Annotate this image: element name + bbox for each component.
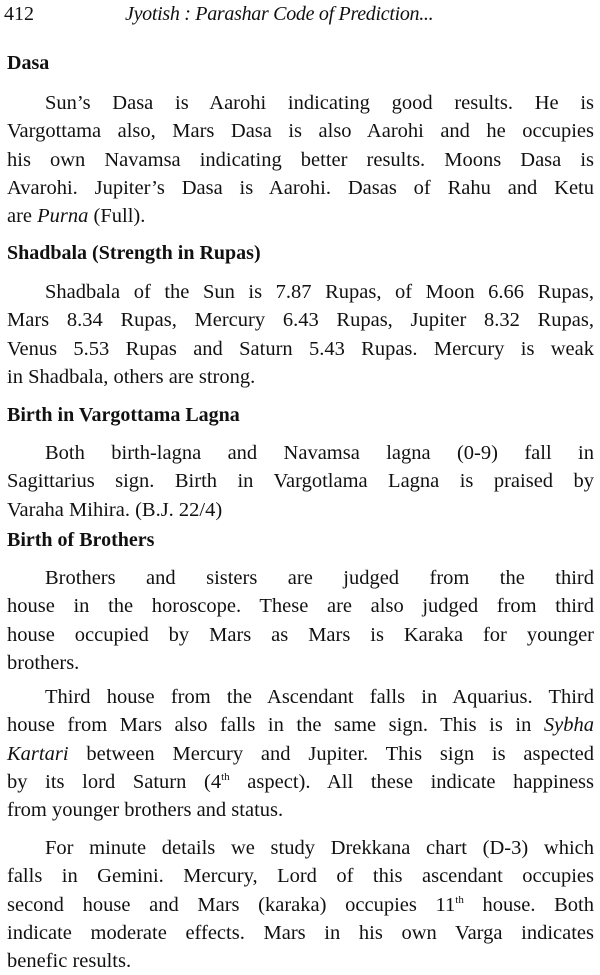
paragraph — [7, 834, 594, 975]
paragraph — [7, 278, 594, 391]
text-run: For minute details we study Drekkana chart (D-3) which — [45, 837, 594, 859]
text-run: by its lord Saturn (4 — [7, 770, 222, 793]
section-heading: Dasa — [7, 52, 50, 74]
text-line — [7, 834, 594, 862]
text-run: falls in Gemini. Mercury, Lord of this ascendant occupies — [7, 865, 594, 888]
section-heading: Birth of Brothers — [7, 529, 155, 551]
text-line — [7, 740, 594, 768]
text-line — [7, 306, 594, 334]
italic-term: Kartari — [7, 742, 69, 765]
text-run: Third house from the Ascendant falls in Aquarius. Third — [45, 686, 594, 708]
text-run: from younger brothers and status. — [7, 799, 284, 822]
text-run: Avarohi. Jupiter’s Dasa is Aarohi. Dasas of Rahu and Ketu — [7, 176, 594, 199]
text-line — [7, 89, 594, 117]
text-run: brothers. — [7, 651, 80, 674]
text-run: Brothers and sisters are judged from the third — [45, 567, 594, 589]
text-line — [7, 649, 594, 677]
section-heading: Shadbala (Strength in Rupas) — [7, 242, 261, 264]
superscript: th — [455, 893, 464, 906]
text-run: benefic results. — [7, 950, 132, 973]
text-run: house. Both — [463, 893, 594, 916]
text-line — [7, 278, 594, 306]
text-run: indicate moderate effects. Mars in his own Varga indicates — [7, 921, 594, 944]
text-run: (Full). — [88, 205, 146, 228]
text-line — [7, 496, 594, 524]
superscript: th — [221, 770, 230, 783]
text-run: house in the horoscope. These are also judged from third — [7, 595, 594, 618]
italic-term: Purna — [37, 205, 89, 228]
text-run: his own Navamsa indicating better results. Moons Dasa is — [7, 148, 594, 171]
text-run: aspect). All these indicate happiness — [229, 770, 594, 793]
text-line — [7, 117, 594, 145]
text-run: Vargottama also, Mars Dasa is also Aarohi and he occupies — [7, 120, 594, 143]
section-heading: Birth in Vargottama Lagna — [7, 404, 240, 426]
text-line — [7, 711, 594, 739]
text-run: Sun’s Dasa is Aarohi indicating good results. He is — [45, 92, 594, 114]
text-line — [7, 592, 594, 620]
text-run: Mars 8.34 Rupas, Mercury 6.43 Rupas, Jupiter 8.32 Rupas, — [7, 309, 594, 332]
italic-term: Sybha — [543, 714, 594, 737]
text-line — [7, 202, 594, 230]
text-run: house occupied by Mars as Mars is Karaka for younger — [7, 623, 594, 646]
page-number: 412 — [4, 3, 34, 25]
text-line — [7, 467, 594, 495]
text-run: are — [7, 205, 38, 228]
text-run: Varaha Mihira. (B.J. 22/4) — [7, 498, 223, 521]
text-line — [7, 947, 594, 975]
running-title: Jyotish : Parashar Code of Prediction... — [125, 3, 434, 25]
paragraph — [7, 683, 594, 824]
text-line — [7, 146, 594, 174]
text-line — [7, 891, 594, 919]
paragraph — [7, 439, 594, 524]
text-run: Venus 5.53 Rupas and Saturn 5.43 Rupas. Mercury is weak — [7, 337, 594, 360]
text-line — [7, 862, 594, 890]
text-line — [7, 335, 594, 363]
text-line — [7, 919, 594, 947]
text-run: second house and Mars (karaka) occupies 11 — [7, 893, 456, 916]
text-run: Shadbala of the Sun is 7.87 Rupas, of Moon 6.66 Rupas, — [45, 281, 594, 303]
running-header — [0, 0, 600, 28]
text-line — [7, 174, 594, 202]
text-line — [7, 439, 594, 467]
text-run: Sagittarius sign. Birth in Vargotlama Lagna is praised by — [7, 470, 594, 493]
text-line — [7, 683, 594, 711]
text-run: in Shadbala, others are strong. — [7, 365, 256, 388]
paragraph — [7, 564, 594, 677]
text-line — [7, 363, 594, 391]
text-run: Both birth-lagna and Navamsa lagna (0-9) fall in — [45, 442, 594, 464]
text-line — [7, 768, 594, 796]
text-line — [7, 564, 594, 592]
paragraph — [7, 89, 594, 230]
text-run: house from Mars also falls in the same sign. This is in — [7, 714, 544, 737]
text-run: between Mercury and Jupiter. This sign is aspected — [68, 742, 594, 765]
text-line — [7, 621, 594, 649]
text-line — [7, 796, 594, 824]
